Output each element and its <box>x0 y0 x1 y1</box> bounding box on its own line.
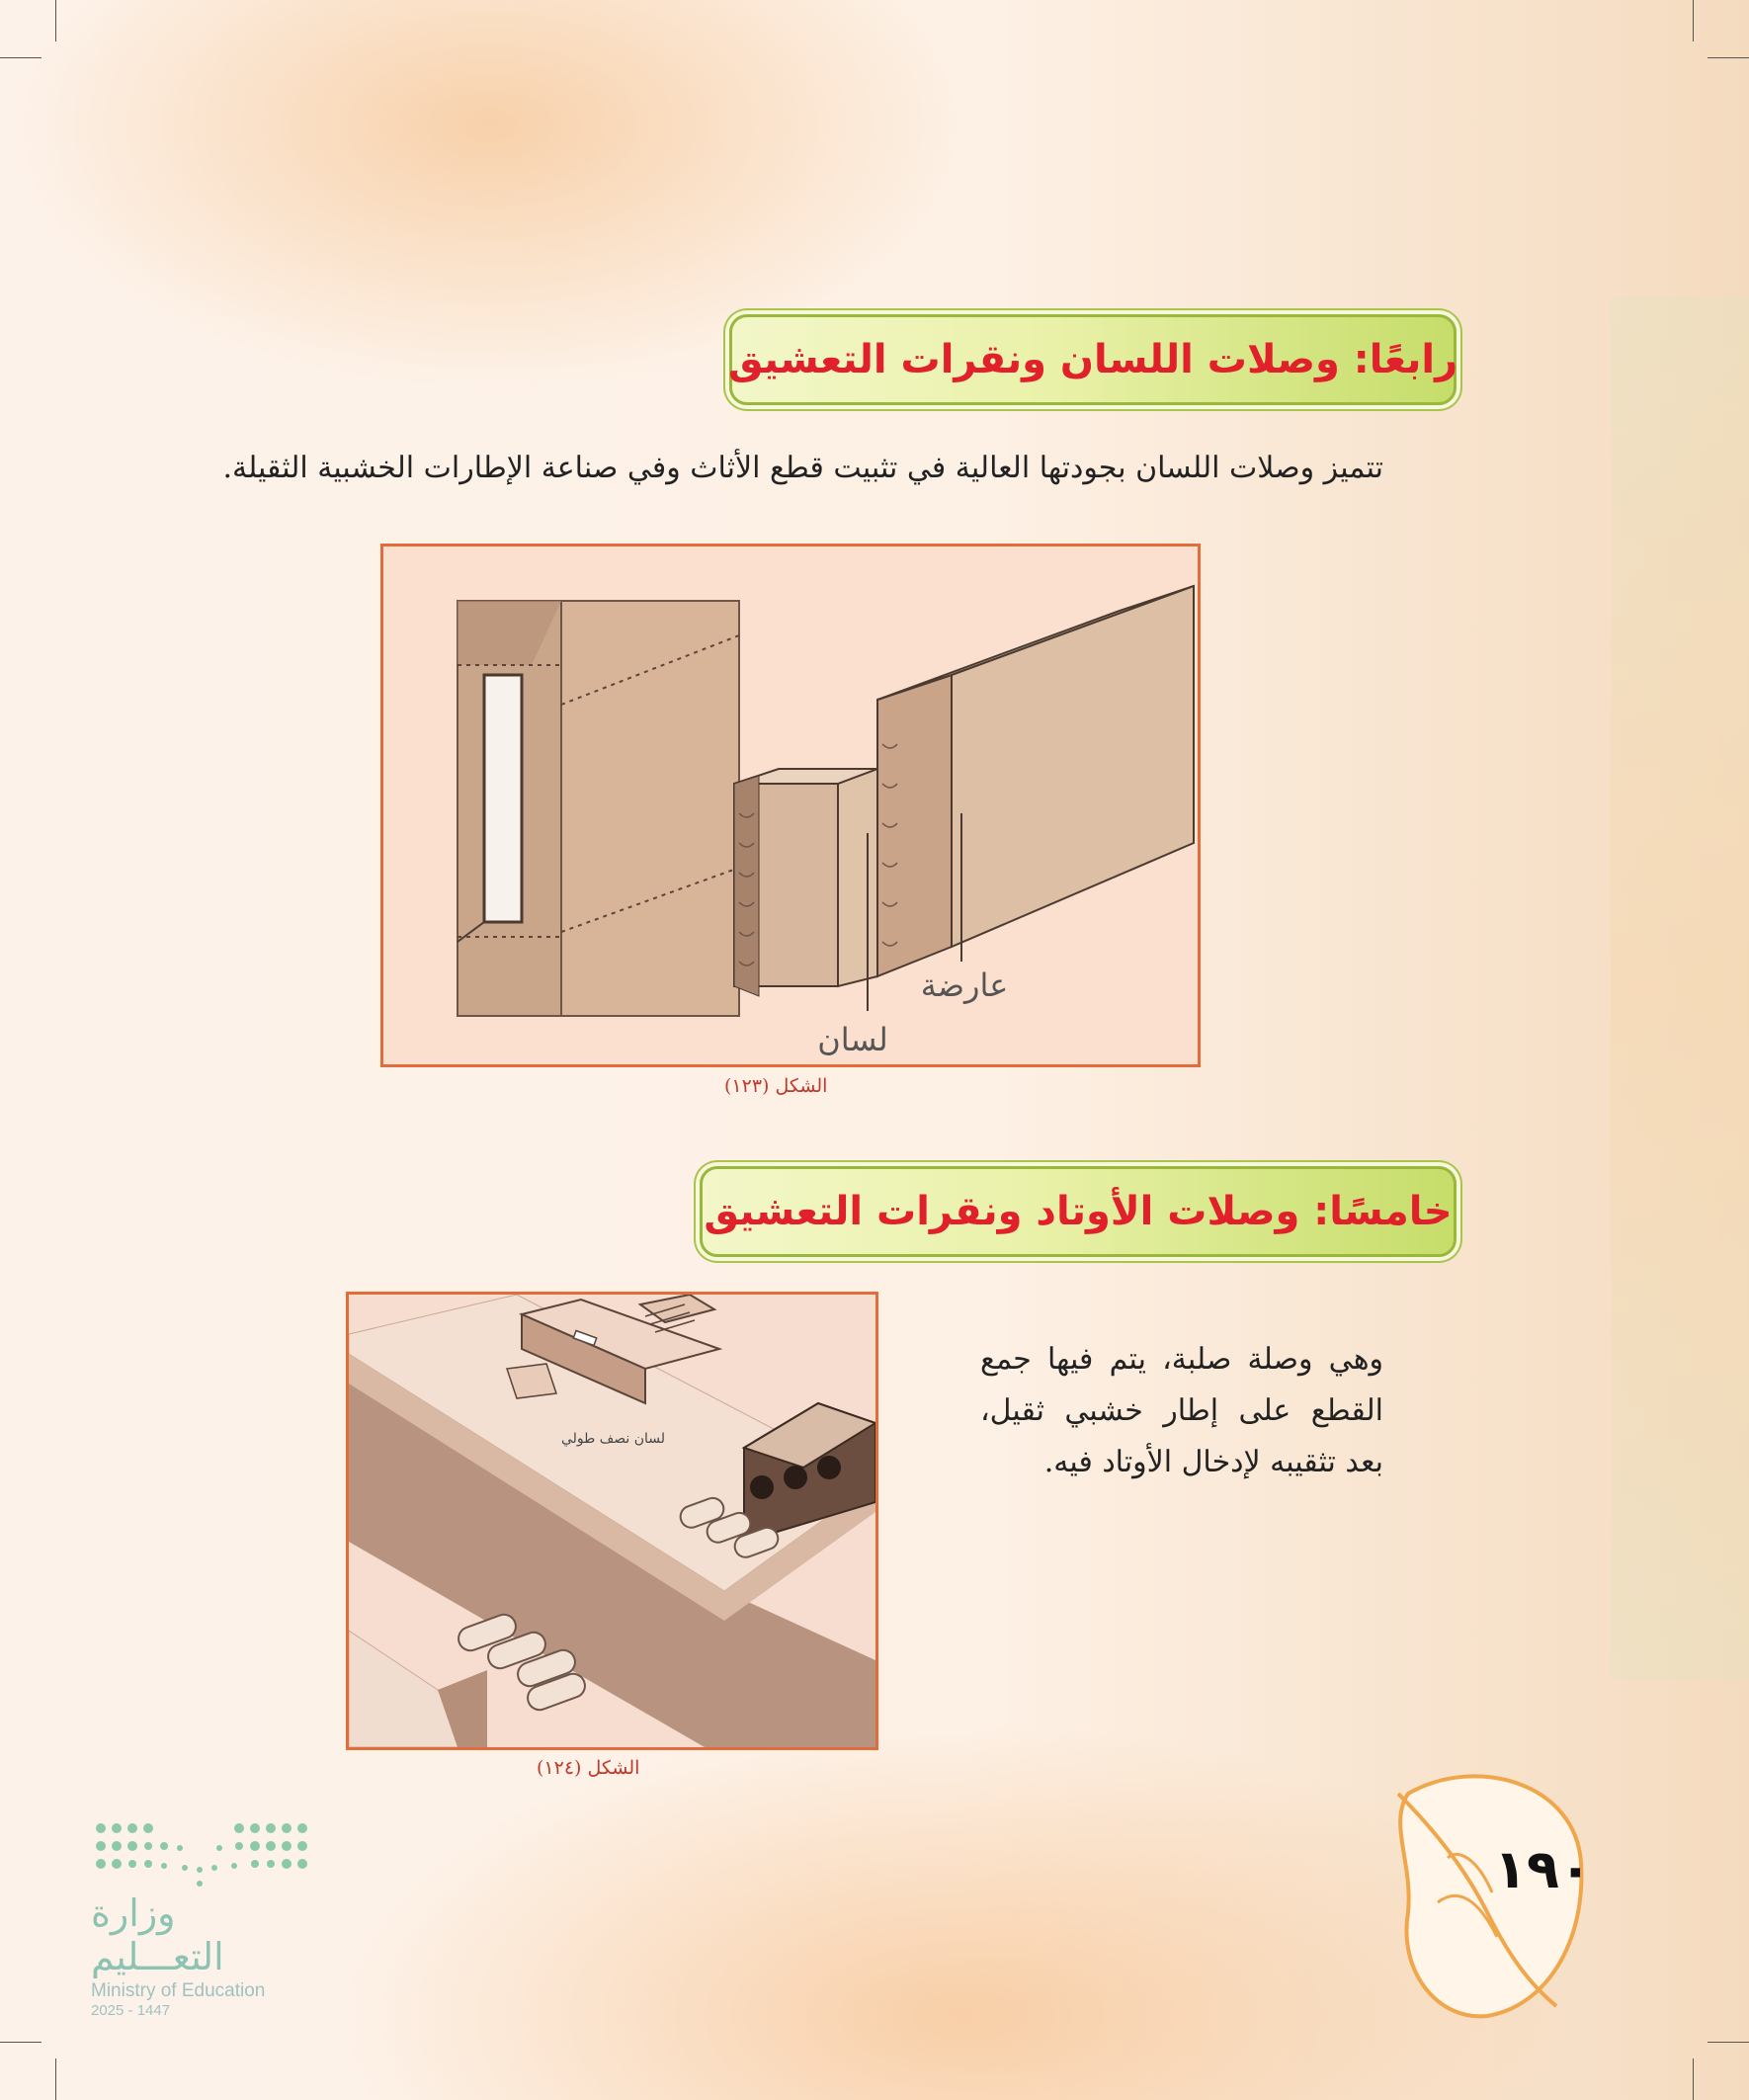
ministry-logo <box>91 1818 318 2019</box>
crop-mark <box>1693 0 1694 42</box>
ministry-logo-dots <box>91 1818 308 1888</box>
figure-124 <box>346 1292 878 1750</box>
label-half-tongue: لسان نصف طولي <box>561 1431 666 1447</box>
ministry-year: 2025 - 1447 <box>91 2002 171 2019</box>
crop-mark <box>0 2042 42 2043</box>
crop-mark <box>0 57 42 58</box>
crop-mark <box>55 2058 56 2100</box>
figure-123 <box>380 544 1201 1067</box>
label-shoulder: عارضة <box>920 966 1009 1004</box>
crop-mark <box>1707 57 1749 58</box>
crop-mark <box>1707 2042 1749 2043</box>
ministry-name-arabic: وزارة التعـــليم <box>91 1891 224 1978</box>
figure-123-caption: الشكل (١٢٣) <box>724 1075 828 1097</box>
crop-mark <box>55 0 56 42</box>
decorative-side-strip <box>1611 296 1749 1680</box>
section5-paragraph: وهي وصلة صلبة، يتم فيها جمع القطع على إطار خشبي ثقيل، بعد تثقيبه لإدخال الأوتاد فيه. <box>980 1342 1383 1479</box>
label-tongue: لسان <box>817 1021 888 1058</box>
section4-title: رابعًا: وصلات اللسان ونقرات التعشيق <box>727 337 1458 382</box>
section4-title-banner <box>729 314 1457 405</box>
section5-title-banner <box>700 1166 1457 1257</box>
ministry-name-english: Ministry of Education <box>91 1980 266 2001</box>
figure-124-caption: الشكل (١٢٤) <box>537 1757 640 1779</box>
tongue-joint-illustration <box>383 546 1198 1064</box>
dowel-joint-illustration <box>349 1295 875 1747</box>
page-number: ١٩٠ <box>1494 1838 1592 1900</box>
section4-paragraph: تتميز وصلات اللسان بجودتها العالية في تثبيت قطع الأثاث وفي صناعة الإطارات الخشبية الثقيلة. <box>222 451 1383 485</box>
section5-title: خامسًا: وصلات الأوتاد ونقرات التعشيق <box>704 1189 1453 1234</box>
crop-mark <box>1693 2058 1694 2100</box>
